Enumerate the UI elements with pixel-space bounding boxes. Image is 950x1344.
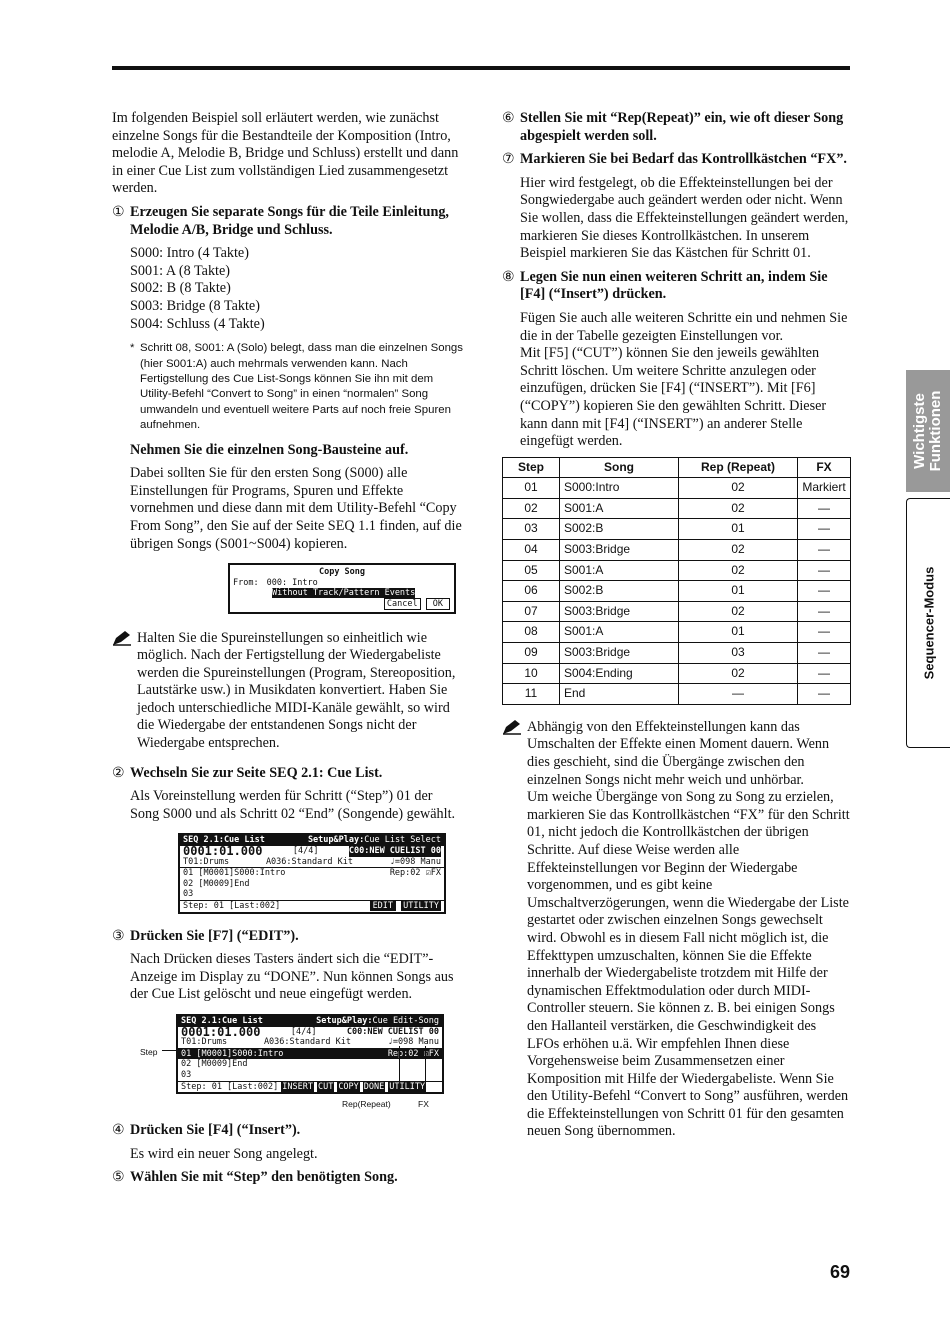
cell-rep: 02: [679, 540, 798, 561]
lcd-rep-fx: Rep:02 ☑FX: [387, 1048, 439, 1059]
step-4: [112, 1122, 464, 1140]
lcd-page-title: SEQ 2.1:Cue List: [183, 835, 265, 846]
lcd-step-1: 01 [M0001]S000:Intro: [181, 1048, 284, 1059]
edit-done-paragraph: Nach Drücken dieses Tasters ändert sich die “EDIT”-Anzeige im Display zu “DONE”. Nun können Songs aus der Cue List gelöscht und neue eingefügt werden.: [130, 951, 454, 1003]
lcd-track-row: [180, 857, 444, 869]
lcd-track: T01:Drums: [183, 856, 230, 867]
table-row: [503, 663, 851, 684]
cell-song: S001:A: [560, 560, 679, 581]
lcd-status: Step: 01 [Last:002]: [181, 1081, 279, 1092]
cell-song: End: [560, 684, 679, 705]
lcd-setup-label: Setup&Play:: [316, 1015, 373, 1026]
step-4-number: ④: [112, 1121, 125, 1138]
label-rep: Rep(Repeat): [342, 1098, 391, 1109]
lcd-tempo: ♩=098 Manu: [389, 856, 441, 867]
cell-rep: 02: [679, 478, 798, 499]
pencil-note-icon: [112, 630, 137, 753]
step-1: [112, 204, 464, 239]
cell-rep: 01: [679, 519, 798, 540]
footnote-asterisk: *: [130, 342, 135, 355]
lcd-cut-button[interactable]: CUT: [317, 1081, 334, 1092]
cell-song: S003:Bridge: [560, 601, 679, 622]
lcd-mode: Cue Edit-Song: [372, 1015, 439, 1026]
lcd-cuelist[interactable]: C00:NEW CUELIST 00: [348, 846, 441, 857]
right-column: [502, 110, 850, 1153]
lcd-tempo: ♩=098 Manu: [387, 1037, 439, 1048]
cue-edit-screen: [176, 1014, 444, 1094]
header-fx: FX: [798, 457, 851, 478]
lcd-rep-fx: Rep:02 ☑FX: [389, 868, 441, 879]
label-fx-line: [425, 1046, 426, 1094]
lcd-time-row: [178, 1027, 442, 1038]
cell-song: S003:Bridge: [560, 540, 679, 561]
step-8-number: ⑧: [502, 268, 515, 285]
side-tab-sequencer[interactable]: [906, 498, 950, 748]
step-1-text: Erzeugen Sie separate Songs für die Teile Einleitung, Melodie A/B, Bridge und Schluss.: [130, 203, 449, 238]
lcd-step-1: 01 [M0001]S000:Intro: [183, 868, 286, 879]
copy-song-dialog: [228, 563, 456, 613]
side-tab-sequencer-label: Sequencer-Modus: [921, 566, 936, 680]
note-2-continued: Um weiche Übergänge von Song zu Song zu erzielen, markieren Sie das Kontrollkästchen “FX” für den Schritt 01, nicht jedoch die Kontrollkästchen der übrigen Schritte. Auf diese Weise werden alle Effekteinstellungen vor Beginn der Wiedergabe vorgenommen, und es gibt keine Umschaltverzögerungen, wenn die Wiedergabe der Liste gestartet oder zwischen einzelnen Songs gewechselt wird. Obwohl es in diesem Fall nicht möglich ist, die Effekttypen umzuschalten, können Sie die Effekte innerhalb der Wiedergabeliste trotzdem mit Hilfe der dynamischen Effektmodulation oder durch MIDI-Controller steuern. Sie können z. B. bei einigen Songs den Hallanteil verstärken, die Geschwindigkeit des LFOs erhöhen u.ä. Wir empfehlen Ihnen diese Vorgehensweise beim Zusammensetzen einer Komposition mit Hilfe der Wiedergabeliste. Wenn Sie den Utility-Befehl “Convert to Song” ausführen, werden die Effekteinstellungen von Schritt 01 für den gesamten neuen Song übernommen.: [527, 789, 850, 1140]
copy-song-option-checkbox[interactable]: Without Track/Pattern Events: [272, 588, 416, 599]
song-list-item: S002: B (8 Takte): [130, 280, 231, 297]
cell-song: S003:Bridge: [560, 643, 679, 664]
cell-fx: —: [798, 601, 851, 622]
lcd-kit: A036:Standard Kit: [263, 1037, 351, 1048]
new-song-paragraph: Es wird ein neuer Song angelegt.: [130, 1145, 318, 1162]
copy-from-song-paragraph: Dabei sollten Sie für den ersten Song (S000) alle Einstellungen für Programs, Spuren und Effekte vornehmen und diese dann mit dem Utility-Befehl “Copy From Song”, den Sie auf der Seite SEQ 1.1 finden, auf die übrigen Songs (S001~S004) kopieren.: [130, 465, 462, 552]
lcd-header: [180, 835, 444, 846]
cell-rep: 03: [679, 643, 798, 664]
label-step-line: [162, 1050, 176, 1051]
step-5-number: ⑤: [112, 1169, 125, 1186]
lcd-step-2: 02 [M0009]End: [183, 878, 250, 889]
step-5-text: Wählen Sie mit “Step” den benötigten Song.: [130, 1169, 398, 1186]
lcd-step-row[interactable]: [180, 868, 444, 879]
cell-rep: 02: [679, 601, 798, 622]
header-rep: Rep (Repeat): [679, 457, 798, 478]
step-7-text: Markieren Sie bei Bedarf das Kontrollkästchen “FX”.: [520, 151, 847, 168]
cell-step: 02: [503, 498, 560, 519]
cell-song: S002:B: [560, 581, 679, 602]
step-1-number: ①: [112, 203, 125, 220]
song-list-item: S000: Intro (4 Takte): [130, 245, 249, 262]
step-7: [502, 151, 850, 169]
table-row: [503, 519, 851, 540]
cell-song: S001:A: [560, 498, 679, 519]
cell-song: S002:B: [560, 519, 679, 540]
insert-paragraph: Fügen Sie auch alle weiteren Schritte ein und nehmen Sie die in der Tabelle gezeigten Einstellungen vor.: [520, 309, 848, 344]
lcd-step-3: 03: [183, 889, 194, 900]
cell-fx: —: [798, 643, 851, 664]
step-8-text: Legen Sie nun einen weiteren Schritt an, indem Sie [F4] (“Insert”) drücken.: [520, 268, 828, 303]
copy-song-buttons: [230, 599, 454, 610]
cell-rep: 02: [679, 498, 798, 519]
copy-song-from-select[interactable]: 000: Intro: [266, 577, 318, 588]
step-3-text: Drücken Sie [F7] (“EDIT”).: [130, 927, 299, 944]
lcd-step-row[interactable]: [180, 889, 444, 900]
record-heading-text: Nehmen Sie die einzelnen Song-Bausteine auf: [130, 441, 405, 458]
top-rule: [112, 66, 850, 70]
cell-step: 01: [503, 478, 560, 499]
cell-step: 11: [503, 684, 560, 705]
cell-fx: —: [798, 622, 851, 643]
copy-song-from-label: From:: [233, 577, 259, 588]
cell-fx: —: [798, 684, 851, 705]
table-row: [503, 478, 851, 499]
cell-rep: 01: [679, 622, 798, 643]
lcd-meter: [4/4]: [290, 1026, 317, 1037]
footnote: [130, 341, 464, 433]
song-list-item: S004: Schluss (4 Takte): [130, 315, 265, 332]
copy-song-from-row: [230, 578, 454, 589]
step-4-text: Drücken Sie [F4] (“Insert”).: [130, 1121, 301, 1138]
label-fx: FX: [418, 1098, 429, 1109]
cell-rep: 01: [679, 581, 798, 602]
lcd-setup-label: Setup&Play:: [307, 835, 365, 846]
cell-rep: 02: [679, 560, 798, 581]
side-tab-functions[interactable]: [906, 370, 950, 492]
cue-list-screen: [178, 833, 446, 913]
note-1-text: Halten Sie die Spureinstellungen so einheitlich wie möglich. Nach der Fertigstellung der Wiedergabeliste werden die Spureinstellungen (Program, Stereoposition, Lautstärke usw.) in Musikdaten konvertiert. Haben Sie jedoch unterschiedliche MIDI-Kanäle gewählt, so wird die Wiedergabe der entstandenen Songs nicht der Wiedergabe entsprechen.: [137, 629, 456, 752]
table-row: [503, 540, 851, 561]
lcd-step-3: 03: [181, 1069, 192, 1080]
step-6-text: Stellen Sie mit “Rep(Repeat)” ein, wie oft dieser Song abgespielt werden soll.: [520, 110, 844, 144]
lcd-status-row: [180, 900, 444, 912]
lcd-step-row[interactable]: [178, 1059, 442, 1070]
step-2: [112, 765, 464, 783]
lcd-step-row[interactable]: [178, 1049, 442, 1060]
record-heading: Nehmen Sie die einzelnen Song-Bausteine auf.: [130, 441, 409, 458]
lcd-edit-button[interactable]: EDIT: [370, 901, 396, 911]
lcd-step-row[interactable]: [178, 1070, 442, 1081]
lcd-time-row: [180, 846, 444, 857]
lcd-header: [178, 1016, 442, 1027]
cell-step: 07: [503, 601, 560, 622]
cell-rep: —: [679, 684, 798, 705]
table-row: [503, 498, 851, 519]
lcd-track: T01:Drums: [181, 1037, 228, 1048]
label-step: Step: [140, 1046, 158, 1057]
cell-step: 03: [503, 519, 560, 540]
lcd-kit: A036:Standard Kit: [265, 856, 353, 867]
intro-paragraph: Im folgenden Beispiel soll erläutert werden, wie zunächst einzelne Songs für die Bestandteile der Komposition (Intro, melodie A, Melodie B, Bridge und Schluss) erstellt und dann in einer Cue List zum vollständigen Lied zusammengesetzt werden.: [112, 110, 459, 197]
cell-fx: —: [798, 560, 851, 581]
cell-song: S000:Intro: [560, 478, 679, 499]
table-row: [503, 581, 851, 602]
song-list-item: S003: Bridge (8 Takte): [130, 297, 260, 314]
footnote-text: Schritt 08, S001: A (Solo) belegt, dass man die einzelnen Songs (hier S001:A) auch mehrmals verwenden kann. Nach Fertigstellung des Cue List-Songs können Sie ihn mit dem Utility-Befehl “Convert to Song” in einen “normalen” Song umwandeln und eventuell weitere Parts auf noch freie Spuren aufnehmen.: [140, 342, 463, 432]
step-5: [112, 1169, 464, 1187]
cell-song: S001:A: [560, 622, 679, 643]
table-row: [503, 643, 851, 664]
cell-fx: —: [798, 581, 851, 602]
cell-step: 05: [503, 560, 560, 581]
lcd-done-button[interactable]: DONE: [363, 1081, 385, 1092]
step-2-number: ②: [112, 764, 125, 781]
step-6-number: ⑥: [502, 110, 515, 126]
cancel-button[interactable]: Cancel: [384, 598, 421, 610]
note-2-text: Abhängig von den Effekteinstellungen kann das Umschalten der Effekte einen Moment dauern. Wenn dies geschieht, sind die Übergänge zwischen den einzelnen Songs nicht mehr weich und unhörbar.: [527, 718, 830, 788]
fx-paragraph: Hier wird festgelegt, ob die Effekteinstellungen bei der Songwiedergabe auch geändert werden oder nicht. Wenn Sie wollen, dass die Effekteinstellungen geändert werden, markieren Sie dieses Kontrollkästchen. In unserem Beispiel markieren Sie das Kästchen für Schritt 01.: [520, 174, 849, 262]
note-2: [502, 719, 850, 1141]
song-list: [112, 245, 464, 333]
lcd-time: 0001:01.000: [183, 846, 263, 857]
step-8: [502, 269, 850, 304]
pencil-note-icon: [502, 719, 527, 1141]
label-rep-line: [399, 1046, 400, 1094]
lcd-step-2: 02 [M0009]End: [181, 1059, 248, 1070]
lcd-cuelist[interactable]: C00:NEW CUELIST 00: [346, 1026, 439, 1037]
cell-song: S004:Ending: [560, 663, 679, 684]
cue-list-table: [502, 457, 851, 705]
lcd-status: Step: 01 [Last:002]: [183, 901, 281, 911]
table-row: [503, 684, 851, 705]
lcd-step-row[interactable]: [180, 879, 444, 890]
cell-fx: —: [798, 663, 851, 684]
lcd-meter: [4/4]: [292, 846, 319, 857]
lcd-status-row: [178, 1081, 442, 1093]
step-6: [502, 110, 850, 145]
cell-step: 10: [503, 663, 560, 684]
table-header-row: [503, 457, 851, 478]
table-row: [503, 560, 851, 581]
note-1: [112, 630, 464, 753]
cell-fx: Markiert: [798, 478, 851, 499]
song-list-item: S001: A (8 Takte): [130, 262, 231, 279]
cell-step: 04: [503, 540, 560, 561]
step-2-text: Wechseln Sie zur Seite SEQ 2.1: Cue List.: [130, 764, 383, 781]
lcd-time: 0001:01.000: [181, 1026, 261, 1038]
cell-step: 09: [503, 643, 560, 664]
lcd-mode: Cue List Select: [364, 835, 441, 846]
step-3-number: ③: [112, 927, 125, 944]
cell-fx: —: [798, 540, 851, 561]
lcd-insert-button[interactable]: INSERT: [282, 1081, 313, 1092]
cell-rep: 02: [679, 663, 798, 684]
lcd-page-title: SEQ 2.1:Cue List: [181, 1015, 263, 1026]
page-number: 69: [829, 1262, 850, 1282]
cut-copy-paragraph: Mit [F5] (“CUT”) können Sie den jeweils gewählten Schritt löschen. Um weitere Schritte anzulegen oder einzufügen, drücken Sie [F4] (“INSERT”). Mit [F6] (“COPY”) kopieren Sie den gewählten Schritt. Dieser kann dann mit [F4] (“INSERT”) an anderer Stelle eingefügt werden.: [520, 345, 827, 450]
lcd-track-row: [178, 1037, 442, 1049]
cue-edit-figure: [112, 1014, 464, 1112]
left-column: [112, 110, 464, 1193]
table-row: [503, 601, 851, 622]
default-steps-paragraph: Als Voreinstellung werden für Schritt (“Step”) 01 der Song S000 und als Schritt 02 “End” (Songende) gewählt.: [130, 788, 456, 822]
cell-fx: —: [798, 519, 851, 540]
cell-step: 08: [503, 622, 560, 643]
header-song: Song: [560, 457, 679, 478]
copy-song-title: Copy Song: [318, 567, 366, 578]
lcd-utility-button[interactable]: UTILITY: [403, 901, 439, 911]
step-7-number: ⑦: [502, 151, 515, 168]
table-row: [503, 622, 851, 643]
cell-fx: —: [798, 498, 851, 519]
lcd-utility-button[interactable]: UTILITY: [389, 1081, 426, 1092]
step-3: [112, 928, 464, 946]
cell-step: 06: [503, 581, 560, 602]
header-step: Step: [503, 457, 560, 478]
ok-button[interactable]: OK: [426, 598, 450, 610]
lcd-copy-button[interactable]: COPY: [338, 1081, 359, 1092]
side-tab-functions-label: Wichtigste Funktionen: [911, 390, 944, 472]
